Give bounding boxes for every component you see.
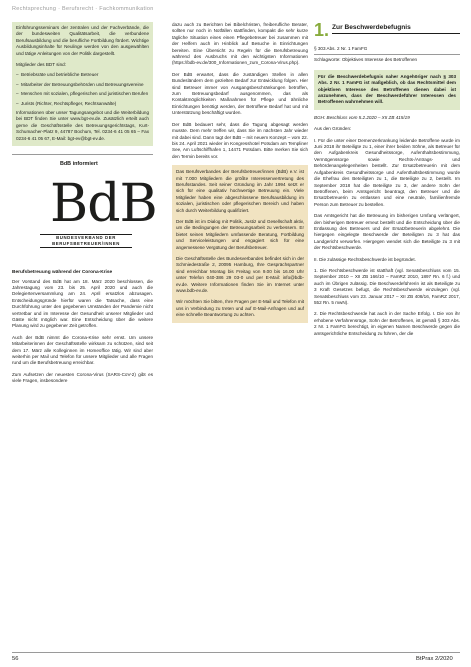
issue-label: BtPrax 2/2020: [416, 656, 453, 662]
bdb-informiert-heading: BdB informiert: [60, 161, 98, 168]
list-item: – Mitarbeiter der Betreuungsbehörden und Betreuungsvereine: [16, 82, 149, 88]
profile-paragraph: Die Geschäftsstelle des Bundesverbandes befindet sich in der Schmiedestraße 2, 20095 Hamburg, Ihre Gesprächspartner sind erreichbar Montag bis Freitag von 9.00 bis 16.00 Uhr unter Telefon 040-386 29 03-0 und per E-Mail: info@bdb-ev.de. Weitere Informationen finden Sie im Internet unter www.bdb-ev.de.: [176, 256, 304, 294]
reasons-paragraph: II. Die zulässige Rechtsbeschwerde ist begründet.: [314, 256, 416, 262]
article-paragraph: Auch der BdB nimmt die Corona-Krise sehr ernst. Um unsere Mitarbeiterinnen der Geschäftsstelle wirksam zu schützen, sind seit dem 17. März alle Kolleginnen im Homeoffice tätig. Wir sind aber weiterhin per Mail und Telefon für unsere Mitglieder und alle Fragen rund um die Berufsbetreuung erreichbar.: [12, 334, 153, 366]
section-number: 1.: [314, 20, 330, 40]
list-item: – Betriebsräte und betriebliche Betreuer: [16, 72, 149, 78]
article-paragraph: Der BdB erwartet, dass die zuständigen Stellen in allen Bundesländern dem gezielten Bedarf zur Entwicklung folgen. Hier sind Betreuer immer von Ausgangsbeschränkungen betroffen, zum Betreuungsbedarf ausgenommen, das als Kontaktmöglichkeiten Maßnahmen für Pflege und ähnliche Einrichtungen benötigt werden, der Betroffene Bedarf hat und mit Unterstützung beschäftigt wurden.: [172, 71, 308, 116]
bdb-logo-letters: BdB: [50, 174, 157, 235]
bdt-members-list: [16, 72, 149, 107]
left-column: [12, 22, 157, 385]
section-header: [314, 22, 460, 38]
right-column: [314, 22, 460, 337]
footer-rule: [12, 652, 460, 653]
bdb-section: [12, 154, 157, 270]
section-title-wrap: [332, 22, 460, 34]
profile-paragraph: Das Berufsverbandes der Berufsbetreuer/innen (BdB) e.V. ist mit 7.000 Mitgliedern die größte Interessenvertretung des Berufsstandes. Seit seiner Gründung im Jahr 1994 setzt er sich für eine qualitativ hochwertige Betreuung ein. Viele Mitglieder haben eine abgeschlossene Berufsausbildung im sozialen, juristischen oder pflegerischen Bereich und haben sich durch Weiterbildung qualifiziert.: [176, 169, 304, 213]
list-item: – Menschen mit sozialen, pflegerischen und juristischen Berufen: [16, 91, 149, 97]
reasons-heading: Aus den Gründen:: [314, 126, 352, 132]
bdb-logo-sub-line2: BERUFSBETREUER/INNEN: [52, 240, 120, 246]
section-title: Zur Beschwerdebefugnis: [332, 24, 411, 31]
article-subhead: Berufsbetreuung während der Corona-Krise: [12, 270, 113, 276]
profile-paragraph: Wir möchten Sie bitten, Ihre Fragen per E-Mail und Telefon mit uns in Verbindung zu treten und auf E-Mail-Anfragen und auf eine schnelle Beantwortung zu achten.: [176, 299, 304, 318]
middle-column: [172, 22, 308, 323]
reasons-paragraph: 1. Die Rechtsbeschwerde ist statthaft (vgl. Senatsbeschluss vom 15. September 2010 – XII ZB 166/10 – FamRZ 2010, 1897 Rn. 6 f.) und auch im Übrigen zulässig. Die Beschwerdeführerin ist als Beteiligte zu 3 Kraft Gesetzes befugt, die Rechtsbeschwerde einzulegen (vgl. Senatsbeschluss vom 23. Januar 2017 – XII ZB 408/16, FamRZ 2017, 552 Rn. 5 mwN).: [314, 267, 460, 305]
bdt-info-box: [12, 22, 153, 146]
reasons-paragraph: Das Amtsgericht hat die Betreuung im bisherigen Umfang verlängert, den bisherigen Betreuer erneut bestellt und die Entscheidung über die Entlassung des Betreuers und der Ersatzbetreuerin abgelehnt. Die hiergegen eingelegte Beschwerde der Beteiligten zu 3 hat das Landgericht verworfen. Hiergegen wendet sich die Beteiligte zu 3 mit der Rechtsbeschwerde.: [314, 213, 460, 251]
article-paragraph: Zum Aufsetzen der neuesten Corona-Virus (SARS-CoV-2) gibt es viele Fragen, insbesondere: [12, 371, 153, 384]
article-paragraph: Der Vorstand des BdB hat am 18. März 2020 beschlossen, die Jahrestagung vom 23. bis 25. April 2020 und auch die Delegiertenversammlung am 24. April ersatzlos abzusagen. Entscheidungsgründe hierfür waren die Tatsache, dass eine Durchführung unter den gegebenen Umständen der Pandemie nicht vertretbar und im Interesse der Gesundheit unserer Mitglieder und Gäste nicht möglich war. Eine Entscheidung über die weitere Planung wird zu gegebener Zeit getroffen.: [12, 278, 153, 329]
reasons-paragraph: I. Für die unter einer Demenzerkrankung leidende Betroffene wurde im Juni 2018 ihr Beteiligte zu 1, einer ihrer beiden Söhne, als Betreuer für den Aufgabenkreis Gesundheitssorge, Aufenthaltsbestimmung, Vermögenssorge sowie Rechts-/Antrags- und Behördenangelegenheiten bestellt. Zur Ersatzbetreuerin mit dem Aufgabenkreis Gesundheitssorge und Aufenthaltsbestimmung wurde die Ehefrau des Beteiligten zu 1, die Beteiligte zu 2, bestellt. Im September 2018 hat die Beteiligte zu 3, der andere Sohn der Betroffenen, beim Amtsgericht beantragt, den Betreuer und die Ersatzbetreuerin zu entlassen und eine neutrale, familienfremde Person zum Betreuer zu bestellen.: [314, 137, 460, 207]
bdb-logo: [40, 174, 157, 255]
reasons-paragraph: 2. Die Rechtsbeschwerde hat auch in der Sache Erfolg. I. Die von ihr erhobene Verfahrensrüge, Sohn der Betroffenen, ist gemäß § 303 Abs. 2 Nr. 1 FamFG berechtigt, im eigenen Namen Beschwerde gegen die amtsgerichtliche Entscheidung zu führen, der die: [314, 311, 460, 336]
profile-paragraph: Der BdB ist im Dialog mit Politik, Justiz und Gesellschaft aktiv, um die Bedingungen der Betreuungsarbeit zu verbessern. Er bietet seinen Mitgliedern umfassende Beratung, Fortbildung und Serviceleistungen und engagiert sich für eine angemessene Vergütung der Berufsbetreuer.: [176, 218, 304, 250]
page-number: 56: [12, 656, 19, 662]
running-head: Rechtsprechung · Berufsrecht · Fachkommunikation: [12, 6, 154, 12]
headnote-text: Für die Beschwerdebefugnis naher Angehöriger nach § 303 Abs. 2 Nr. 1 FamFG ist maßgeblich, ob das Rechtsmittel dem objektiven Interesse des Betroffenen dienen dabei ist anzunehmen, dass der Beschwerdeführer Interessen des Betroffenen wahrnehmen will.: [318, 73, 456, 105]
bdb-profile-box: [172, 165, 308, 323]
statute-reference: § 303 Abs. 2 Nr. 1 FamFG: [314, 44, 460, 55]
keywords-line: Schlagworte: Objektives Interesse des Betroffenen: [314, 57, 418, 63]
bdt-members-intro: Mitglieder des BDT sind:: [16, 62, 66, 68]
article-paragraph: Der BdB bedauert sehr, dass die Tagung abgesagt werden musste. Dem mehr treffen wir, dass Sie im nächsten Jahr wieder mit dabei sind. Dann tagt der BdB – mit neuem Konzept – vom 22. bis 24. April 2021 wieder im Kongresshotel Potsdam am Templiner See, Am Luftschiffhafen 1, 14471 Potsdam. Bitte merken Sie sich den Termin bereits vor.: [172, 121, 308, 159]
list-item: – Jurists (Richter, Rechtspfleger, Rechtsanwälte): [16, 101, 149, 107]
bdt-intro-text: Einführungsseminars der zentralen und der Fachverbände, die der bundesweiten Qualitätsarbeit, die verbundene Berufsausbildung und die berufliche Fortbildung fördert. Wichtige Ausbildungsinhalte für Neulinge werden von den ausgewählten und tätige Anleitungen von der Politik dargestellt.: [16, 25, 149, 56]
bdb-logo-rule-bottom: [40, 247, 132, 248]
bdb-logo-subtitle: [40, 235, 132, 246]
bdb-logo-sub-line1: BUNDESVERBAND DER: [56, 235, 116, 241]
headnote-box: [314, 70, 460, 110]
article-paragraph: dazu auch zu Berichten bei Bibelchristen, freiberufliche Berater, sollten nur noch in Notfällen stattfinden, kompakt die sehr kurze tägliche Situation eines einen Pflegebetreuer bei zusammen mit der Helfern auch im Hinblick auf Besuche in Einrichtungen bereiten. Eine Übersicht zu Regeln für die Berufsbetreuung während des Ausbruchs mit den wichtigsten Informationen (https://bdb-ev.de/300_Informationen_zum_Corona-Virus.php).: [172, 22, 308, 66]
court-reference: BGH: Beschluss vom 5.2.2020 – XII ZB 415/19: [314, 114, 410, 120]
bdt-contact-text: Informationen über unser Tagungsangebot und die Weiterbildung bei BDT finden Sie unter www.bgt-ev.de. Zusätzlich erteilt auch gerne die Geschäftsstelle des Betreuungsgerichtstags, Kurt-Schumacher-Platz 9, 44787 Bochum, Tel. 0234-6 41 05 65 – Fax 0234-6 41 05 67, E-Mail: bgt-ev@bgt-ev.de.: [16, 110, 149, 141]
